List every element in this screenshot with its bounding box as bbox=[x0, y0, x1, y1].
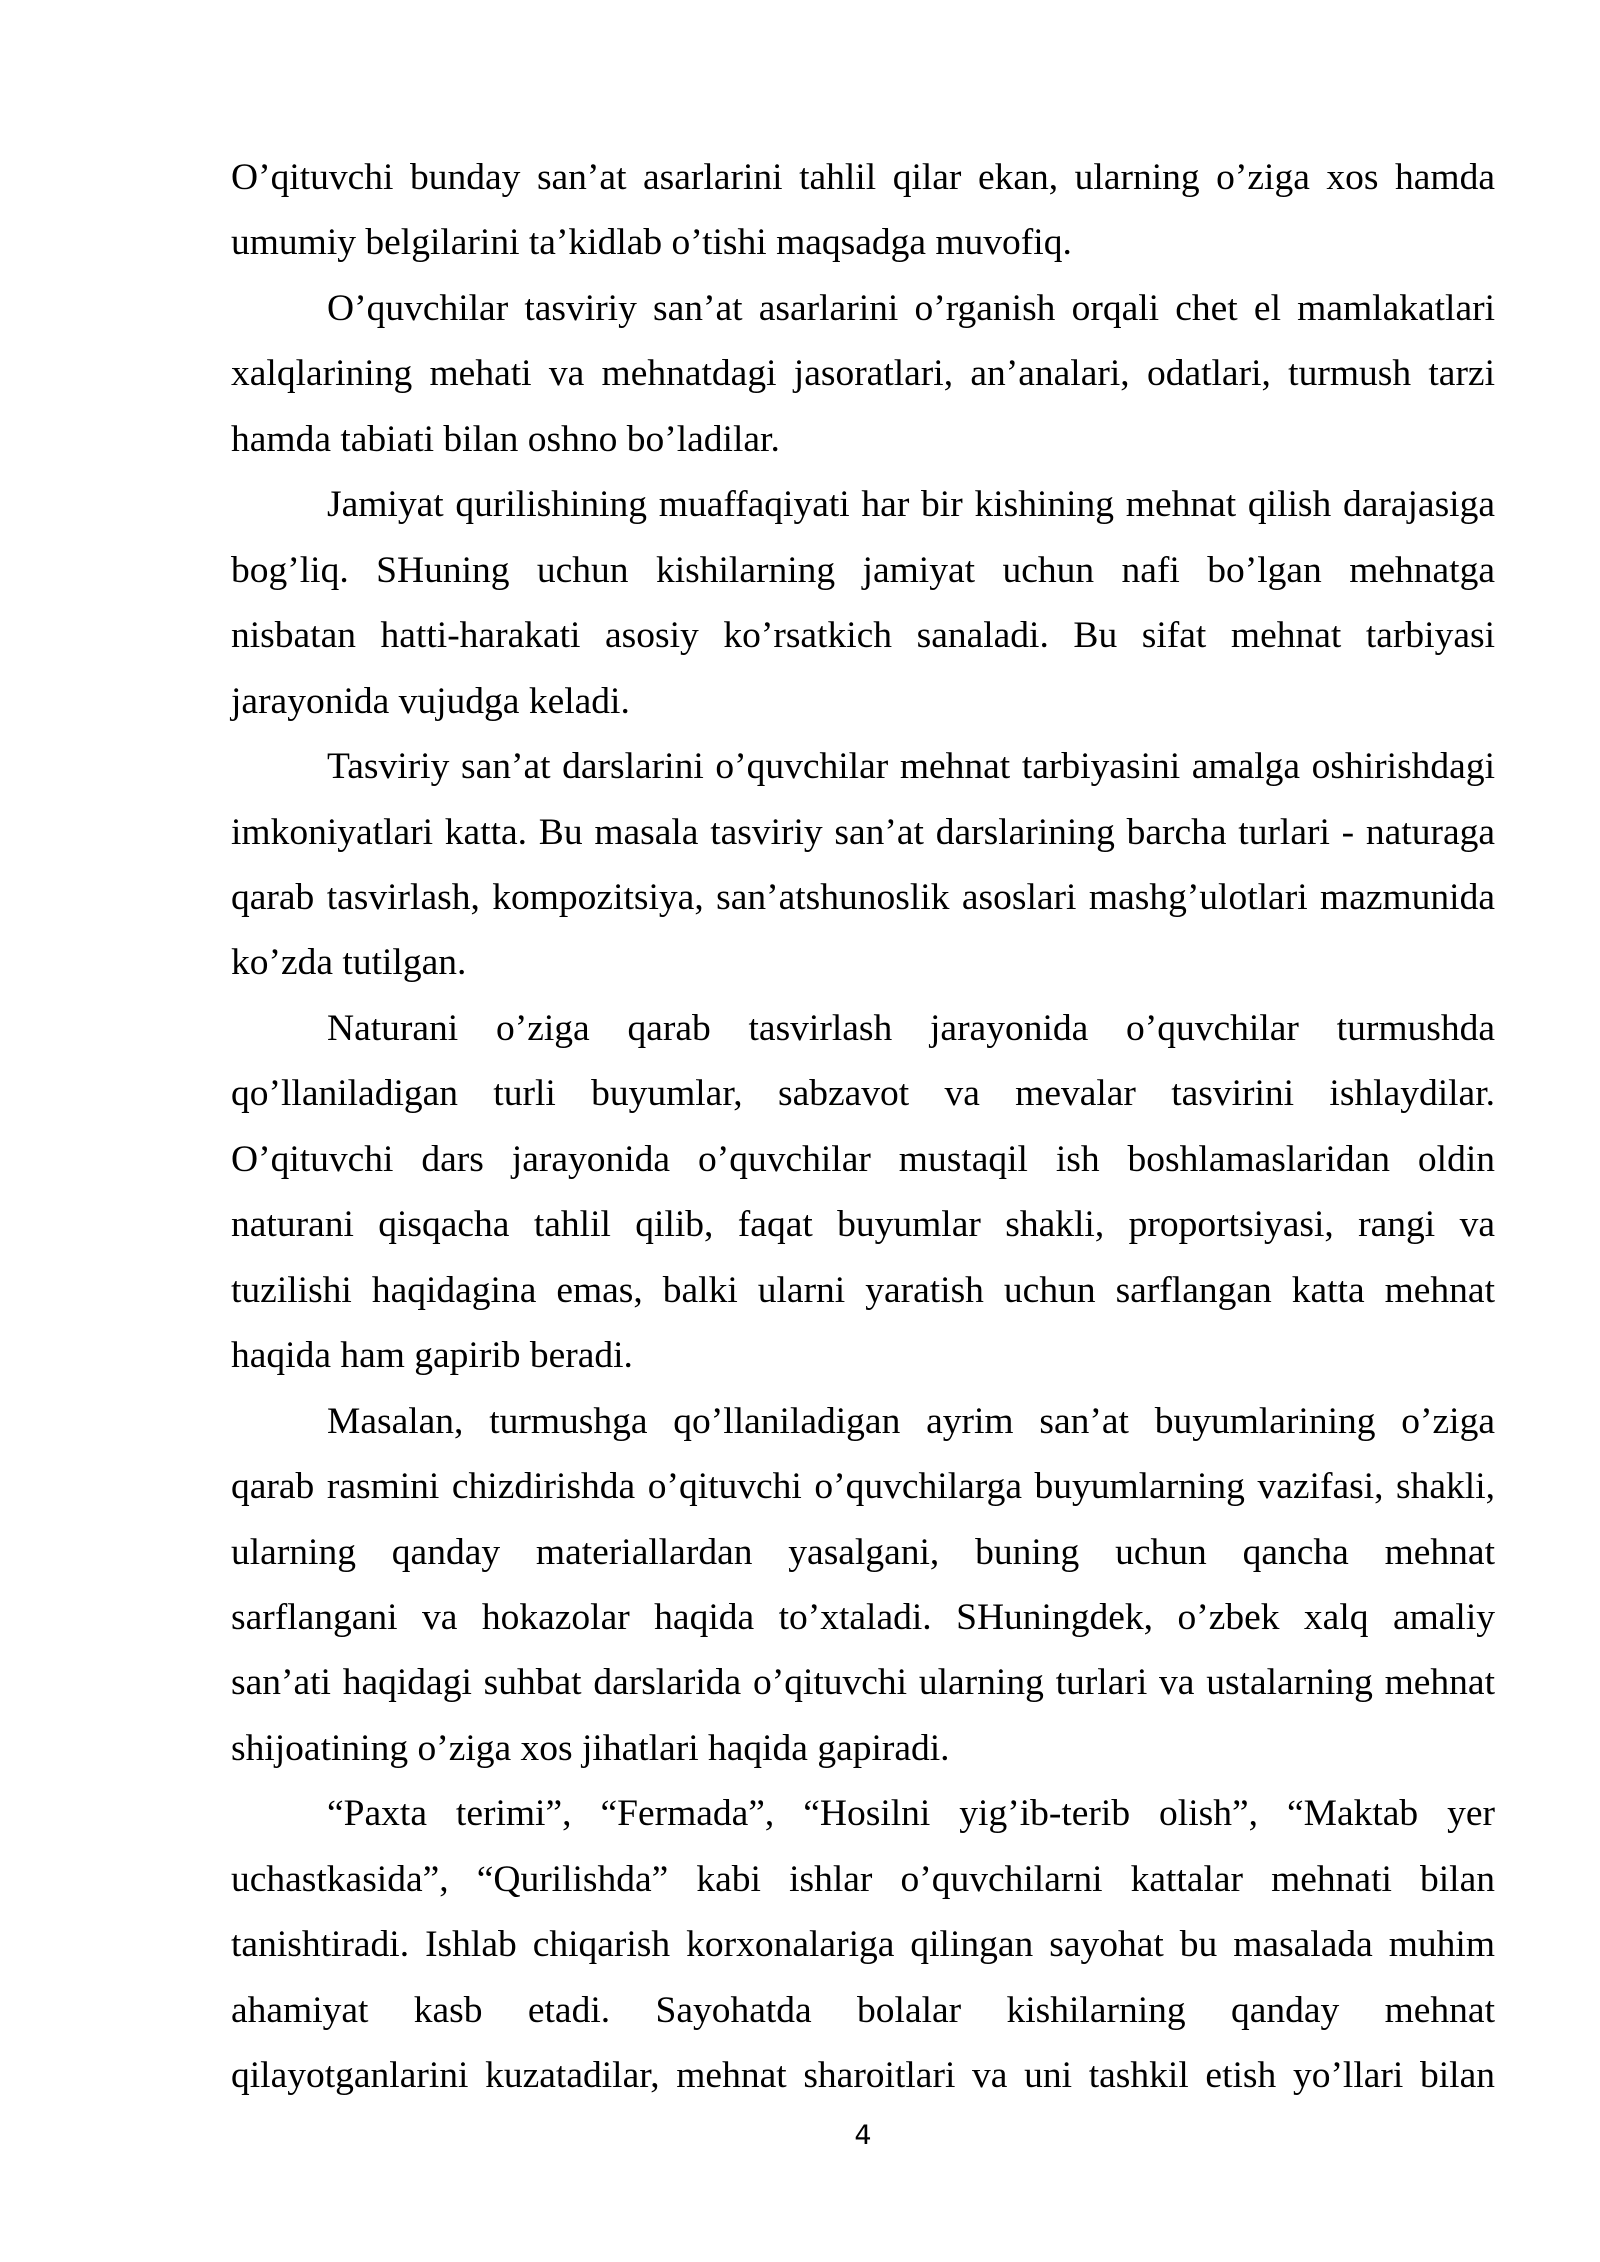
paragraph bbox=[231, 472, 1495, 734]
text-line: nisbatan hatti-harakati asosiy ko’rsatkich sanaladi. Bu sifat mehnat tarbiyasi bbox=[231, 615, 1495, 657]
text-line: ularning qanday materiallardan yasalgani, buning uchun qancha mehnat bbox=[231, 1531, 1495, 1573]
text-line: Naturani o’ziga qarab tasvirlash jarayonida o’quvchilar turmushda bbox=[327, 1007, 1495, 1049]
text-line: qilayotganlarini kuzatadilar, mehnat sharoitlari va uni tashkil etish yo’llari bilan bbox=[231, 2055, 1495, 2097]
text-line: O’qituvchi bunday san’at asarlarini tahlil qilar ekan, ularning o’ziga xos hamda bbox=[231, 157, 1495, 198]
paragraph bbox=[231, 145, 1495, 276]
paragraph bbox=[231, 276, 1495, 472]
text-line: ko’zda tutilgan. bbox=[231, 942, 467, 984]
text-line: imkoniyatlari katta. Bu masala tasviriy san’at darslarining barcha turlari - naturaga bbox=[231, 811, 1495, 853]
text-line: “Paxta terimi”, “Fermada”, “Hosilni yig’ib-terib olish”, “Maktab yer bbox=[327, 1793, 1495, 1835]
text-line: sarflangani va hokazolar haqida to’xtaladi. SHuningdek, o’zbek xalq amaliy bbox=[231, 1596, 1495, 1638]
text-line: tanishtiradi. Ishlab chiqarish korxonalariga qilingan sayohat bu masalada muhim bbox=[231, 1924, 1495, 1966]
text-line: O’qituvchi dars jarayonida o’quvchilar mustaqil ish boshlamaslaridan oldin bbox=[231, 1138, 1495, 1180]
text-line: Tasviriy san’at darslarini o’quvchilar mehnat tarbiyasini amalga oshirishdagi bbox=[327, 746, 1495, 788]
text-line: uchastkasida”, “Qurilishda” kabi ishlar o’quvchilarni kattalar mehnati bilan bbox=[231, 1858, 1495, 1900]
text-line: hamda tabiati bilan oshno bo’ladilar. bbox=[231, 418, 780, 460]
text-line: O’quvchilar tasviriy san’at asarlarini o’rganish orqali chet el mamlakatlari bbox=[327, 287, 1495, 329]
text-line: Masalan, turmushga qo’llaniladigan ayrim san’at buyumlarining o’ziga bbox=[327, 1400, 1495, 1442]
text-line: bog’liq. SHuning uchun kishilarning jamiyat uchun nafi bo’lgan mehnatga bbox=[231, 549, 1495, 591]
text-line: umumiy belgilarini ta’kidlab o’tishi maqsadga muvofiq. bbox=[231, 222, 1072, 264]
paragraph bbox=[231, 996, 1495, 1389]
text-line: san’ati haqidagi suhbat darslarida o’qituvchi ularning turlari va ustalarning mehnat bbox=[231, 1662, 1495, 1704]
paragraph bbox=[231, 1781, 1495, 2108]
text-line: qarab rasmini chizdirishda o’qituvchi o’quvchilarga buyumlarning vazifasi, shakli, bbox=[231, 1466, 1495, 1508]
text-line: naturani qisqacha tahlil qilib, faqat buyumlar shakli, proportsiyasi, rangi va bbox=[231, 1204, 1495, 1246]
page-number: 4 bbox=[854, 2120, 872, 2151]
text-line: qo’llaniladigan turli buyumlar, sabzavot va mevalar tasvirini ishlaydilar. bbox=[231, 1073, 1495, 1115]
text-line: shijoatining o’ziga xos jihatlari haqida gapiradi. bbox=[231, 1727, 950, 1769]
text-line: xalqlarining mehati va mehnatdagi jasoratlari, an’analari, odatlari, turmush tarzi bbox=[231, 353, 1495, 395]
text-line: tuzilishi haqidagina emas, balki ularni yaratish uchun sarflangan katta mehnat bbox=[231, 1269, 1495, 1311]
paragraph bbox=[231, 734, 1495, 996]
text-line: qarab tasvirlash, kompozitsiya, san’atshunoslik asoslari mashg’ulotlari mazmunida bbox=[231, 876, 1495, 918]
text-line: Jamiyat qurilishining muaffaqiyati har bir kishining mehnat qilish darajasiga bbox=[327, 484, 1495, 526]
text-line: haqida ham gapirib beradi. bbox=[231, 1335, 633, 1377]
text-line: jarayonida vujudga keladi. bbox=[231, 680, 630, 722]
text-line: ahamiyat kasb etadi. Sayohatda bolalar kishilarning qanday mehnat bbox=[231, 1989, 1495, 2031]
body-text bbox=[231, 145, 1495, 2109]
paragraph bbox=[231, 1389, 1495, 1782]
